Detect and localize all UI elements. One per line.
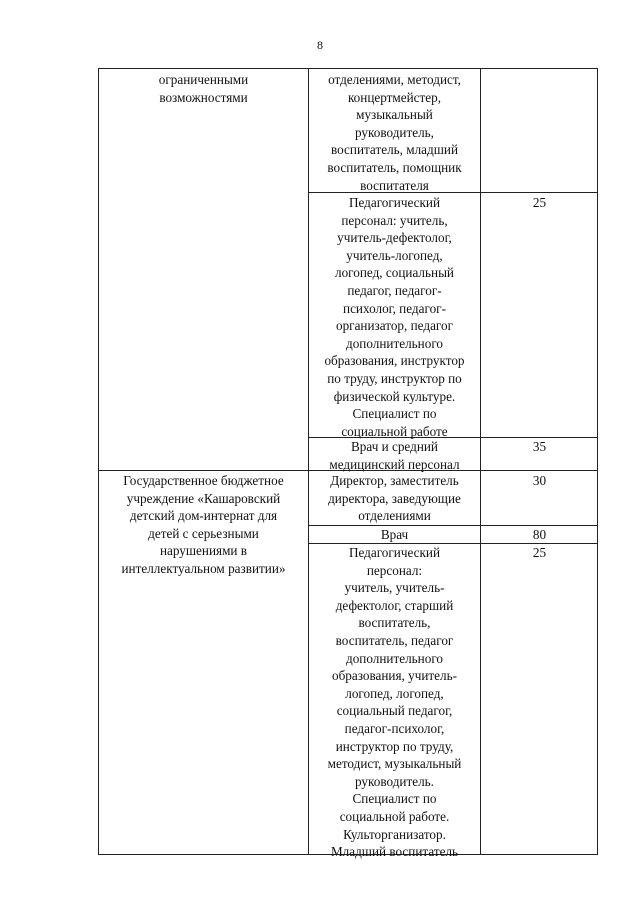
value-cell: 25 [532, 195, 547, 210]
position-cell: Директор, заместитель директора, заведующие отделениями [328, 473, 461, 524]
value-cell: 80 [532, 527, 547, 542]
position-cell: Врач [380, 527, 409, 542]
position-cell: Педагогический персонал: учитель, учитель-дефектолог, учитель-логопед, логопед, социальный педагог, педагог- психолог, педагог- организатор, педагог дополнительного образования, инструктор по труду, инструктор по физической культуре. Специалист по социальной работе [324, 195, 465, 439]
position-cell: отделениями, методист, концертмейстер, музыкальный руководитель, воспитатель, младший воспитатель, помощник воспитателя [327, 72, 462, 193]
institution-cell: ограниченными возможностями [158, 72, 249, 105]
value-cell: 25 [532, 545, 547, 560]
page-number: 8 [317, 38, 323, 52]
value-cell: 30 [532, 473, 547, 488]
institution-cell: Государственное бюджетное учреждение «Кашаровский детский дом-интернат для детей с серьезными нарушениями в интеллектуальном развитии» [121, 473, 286, 576]
column-divider [480, 69, 481, 854]
position-cell: Педагогический персонал: учитель, учитель- дефектолог, старший воспитатель, воспитатель, педагог дополнительного образования, учитель- логопед, логопед, социальный педагог, педагог-психолог, инструктор по труду, методист, музыкальный руководитель. Специалист по социальной работе. Культорганизатор. Младший воспитатель [327, 545, 462, 860]
position-cell: Врач и средний медицинский персонал [329, 439, 460, 472]
value-cell: 35 [532, 439, 547, 454]
staff-table [98, 68, 598, 860]
